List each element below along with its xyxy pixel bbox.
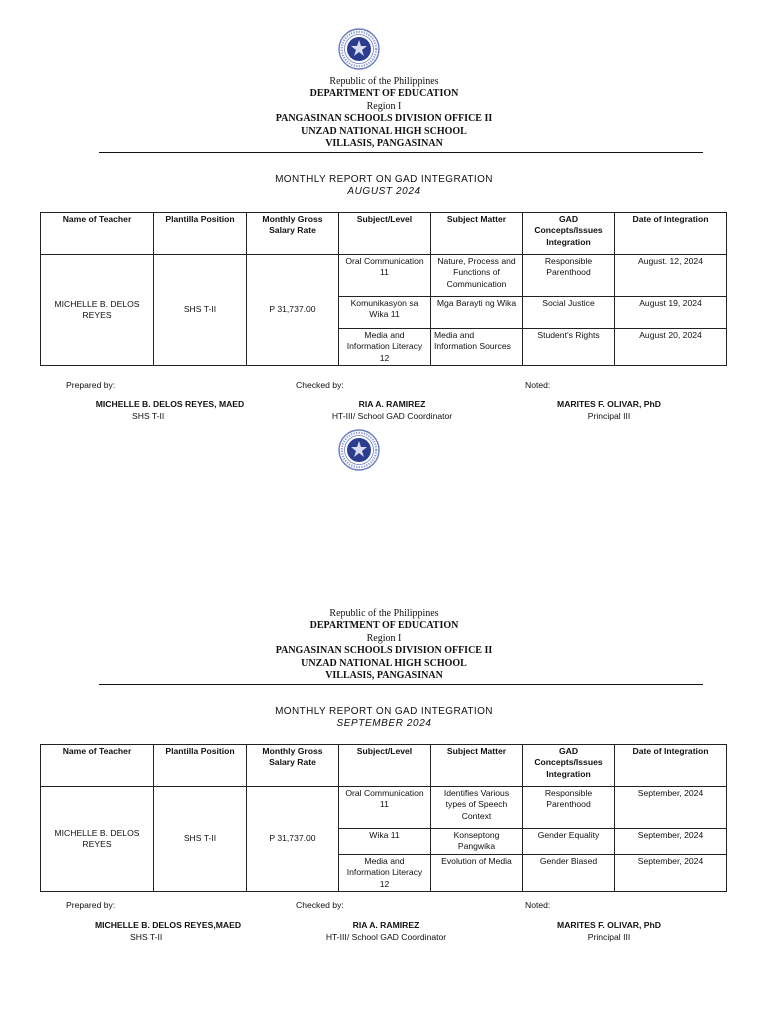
- noted-label: Noted:: [525, 380, 551, 390]
- checked-name: RIA A. RAMIREZ: [352, 920, 420, 930]
- subject-cell: Oral Communication 11: [339, 255, 431, 297]
- subject-cell: Media and Information Literacy 12: [339, 329, 431, 366]
- checked-by-label: Checked by:: [296, 380, 344, 390]
- prepared-name: MICHELLE B. DELOS REYES,MAED: [94, 920, 242, 930]
- prepared-name: MICHELLE B. DELOS REYES, MAED: [95, 399, 245, 409]
- noted-label: Noted:: [525, 900, 551, 910]
- matter-cell: Nature, Process and Functions of Communication: [431, 255, 523, 297]
- col-header: Date of Integration: [615, 213, 727, 255]
- col-header: Subject/Level: [339, 213, 431, 255]
- letterhead: [0, 608, 768, 682]
- matter-cell: Identifies Various types of Speech Context: [431, 787, 523, 829]
- gad-table: [40, 212, 727, 366]
- republic-line: Republic of the Philippines: [329, 76, 439, 87]
- col-header: Name of Teacher: [41, 213, 154, 255]
- position-cell: SHS T-II: [154, 787, 247, 892]
- header-divider: [99, 684, 703, 685]
- checked-by-label: Checked by:: [296, 900, 344, 910]
- deped-seal-icon: [338, 429, 380, 471]
- matter-cell: Konseptong Pangwika: [431, 829, 523, 855]
- department-line: DEPARTMENT OF EDUCATION: [309, 88, 459, 100]
- location-line: VILLASIS, PANGASINAN: [325, 138, 443, 150]
- position-cell: SHS T-II: [154, 255, 247, 366]
- checked-name: RIA A. RAMIREZ: [358, 399, 426, 409]
- matter-cell: Media and Information Sources: [431, 329, 523, 366]
- col-header: Plantilla Position: [154, 213, 247, 255]
- date-cell: September, 2024: [615, 829, 727, 855]
- subject-cell: Komunikasyon sa Wika 11: [339, 297, 431, 329]
- school-line: UNZAD NATIONAL HIGH SCHOOL: [301, 657, 467, 669]
- col-header: GAD Concepts/Issues Integration: [523, 213, 615, 255]
- noted-position: Principal III: [587, 931, 631, 942]
- division-line: PANGASINAN SCHOOLS DIVISION OFFICE II: [275, 645, 493, 657]
- subject-cell: Media and Information Literacy 12: [339, 854, 431, 891]
- prepared-by-label: Prepared by:: [66, 900, 116, 910]
- col-header: Subject/Level: [339, 745, 431, 787]
- table-row: [41, 787, 727, 829]
- checked-signatory: [292, 399, 492, 422]
- noted-position: Principal III: [587, 410, 631, 421]
- gad-cell: Responsible Parenthood: [523, 255, 615, 297]
- gad-cell: Gender Biased: [523, 854, 615, 891]
- date-cell: August. 12, 2024: [615, 255, 727, 297]
- prepared-position: SHS T-II: [130, 931, 163, 942]
- table-header-row: [41, 745, 727, 787]
- checked-position: HT-III/ School GAD Coordinator: [331, 410, 453, 421]
- report-month: AUGUST 2024: [347, 186, 421, 197]
- col-header: Monthly Gross Salary Rate: [247, 745, 339, 787]
- subject-cell: Oral Communication 11: [339, 787, 431, 829]
- noted-signatory: [509, 920, 709, 943]
- teacher-cell: MICHELLE B. DELOS REYES: [41, 255, 154, 366]
- region-line: Region I: [366, 100, 402, 112]
- gad-cell: Responsible Parenthood: [523, 787, 615, 829]
- prepared-by-label: Prepared by:: [66, 380, 116, 390]
- salary-cell: P 31,737.00: [247, 255, 339, 366]
- gad-cell: Social Justice: [523, 297, 615, 329]
- report-august: [0, 28, 768, 448]
- col-header: Date of Integration: [615, 745, 727, 787]
- checked-position: HT-III/ School GAD Coordinator: [325, 931, 447, 942]
- col-header: Subject Matter: [431, 213, 523, 255]
- gad-cell: Student's Rights: [523, 329, 615, 366]
- checked-signatory: [286, 920, 486, 943]
- col-header: Plantilla Position: [154, 745, 247, 787]
- department-line: DEPARTMENT OF EDUCATION: [309, 620, 459, 632]
- col-header: GAD Concepts/Issues Integration: [523, 745, 615, 787]
- division-line: PANGASINAN SCHOOLS DIVISION OFFICE II: [275, 113, 493, 125]
- noted-name: MARITES F. OLIVAR, PhD: [557, 399, 661, 409]
- date-cell: September, 2024: [615, 787, 727, 829]
- prepared-signatory: [70, 399, 270, 422]
- gad-table: [40, 744, 727, 892]
- republic-line: Republic of the Philippines: [329, 608, 439, 619]
- location-line: VILLASIS, PANGASINAN: [325, 670, 443, 682]
- region-line: Region I: [366, 632, 402, 644]
- date-cell: August 19, 2024: [615, 297, 727, 329]
- date-cell: September, 2024: [615, 854, 727, 891]
- teacher-cell: MICHELLE B. DELOS REYES: [41, 787, 154, 892]
- matter-cell: Evolution of Media: [431, 854, 523, 891]
- subject-cell: Wika 11: [339, 829, 431, 855]
- table-row: [41, 255, 727, 297]
- prepared-position: SHS T-II: [132, 410, 165, 421]
- date-cell: August 20, 2024: [615, 329, 727, 366]
- letterhead: [0, 76, 768, 150]
- noted-signatory: [509, 399, 709, 422]
- table-header-row: [41, 213, 727, 255]
- col-header: Subject Matter: [431, 745, 523, 787]
- col-header: Monthly Gross Salary Rate: [247, 213, 339, 255]
- report-month: SEPTEMBER 2024: [336, 718, 432, 729]
- report-title: MONTHLY REPORT ON GAD INTEGRATION: [275, 706, 493, 717]
- report-september: [0, 560, 768, 980]
- report-title: MONTHLY REPORT ON GAD INTEGRATION: [275, 174, 493, 185]
- deped-seal-icon: [338, 28, 380, 70]
- gad-cell: Gender Equality: [523, 829, 615, 855]
- school-line: UNZAD NATIONAL HIGH SCHOOL: [301, 125, 467, 137]
- col-header: Name of Teacher: [41, 745, 154, 787]
- header-divider: [99, 152, 703, 153]
- prepared-signatory: [68, 920, 268, 943]
- noted-name: MARITES F. OLIVAR, PhD: [557, 920, 661, 930]
- salary-cell: P 31,737.00: [247, 787, 339, 892]
- matter-cell: Mga Barayti ng Wika: [431, 297, 523, 329]
